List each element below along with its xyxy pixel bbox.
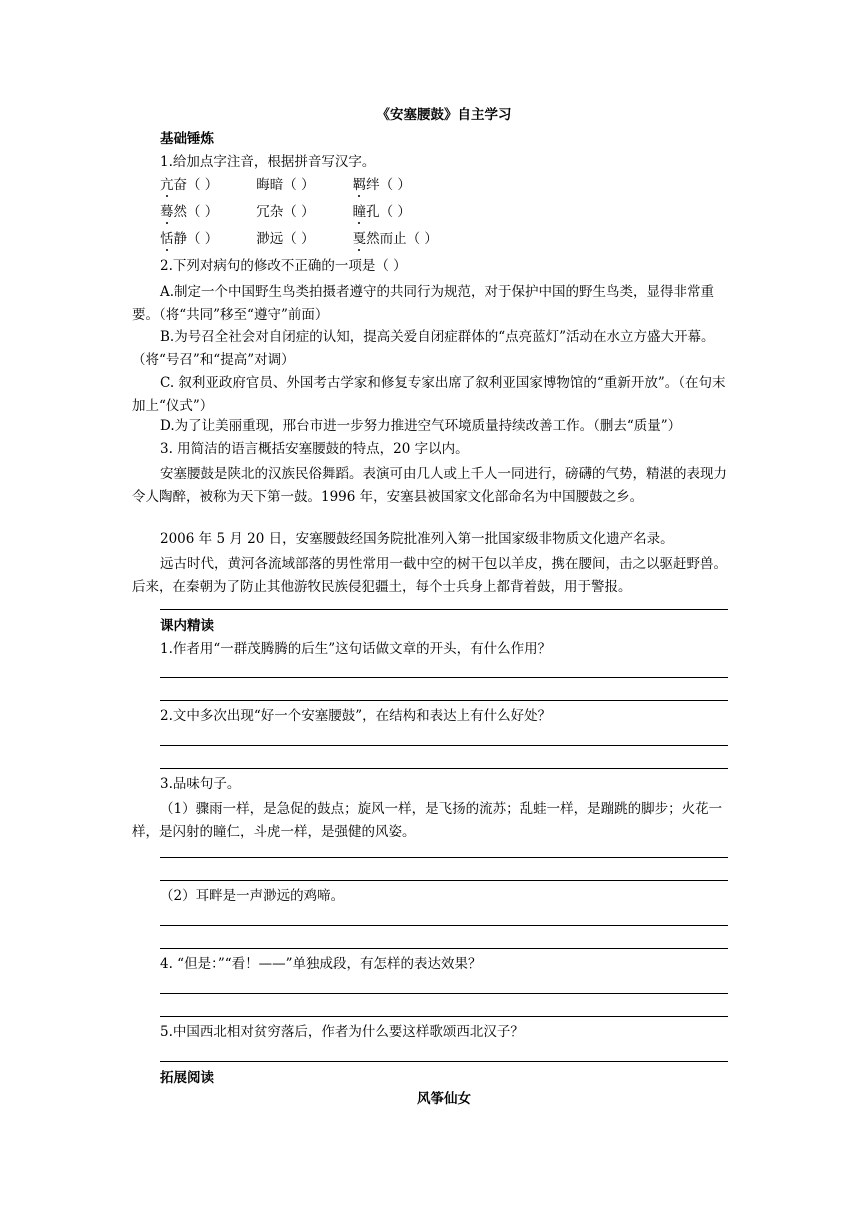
answer-line	[160, 609, 728, 610]
question-2: 2.下列对病句的修改不正确的一项是（ ）	[160, 258, 407, 274]
option-a: A.制定一个中国野生鸟类拍摄者遵守的共同行为规范，对于保护中国的野生鸟类，显得非常重要。（将“共同”移至“遵守”前面）	[132, 284, 715, 323]
question-4: 4. “但是：”“看！——”单独成段，有怎样的表达效果？	[160, 956, 482, 972]
pinyin-item: 渺远（ ）	[256, 231, 315, 247]
section-heading-extended-reading: 拓展阅读	[160, 1070, 214, 1086]
article-title: 风筝仙女	[417, 1091, 471, 1107]
question-3-part-1: （1）骤雨一样，是急促的鼓点；旋风一样，是飞扬的流苏；乱蛙一样，是蹦跳的脚步；火花一样，是闪射的瞳仁，斗虎一样，是强健的风姿。	[132, 801, 723, 840]
answer-line	[160, 1061, 728, 1062]
question-5: 5.中国西北相对贫穷落后，作者为什么要这样歌颂西北汉子？	[160, 1024, 524, 1040]
pinyin-item: 羁绊（ ）	[352, 177, 411, 193]
answer-line	[160, 948, 728, 949]
answer-line	[160, 1016, 728, 1017]
pinyin-item: 戛然而止（ ）	[352, 231, 438, 247]
pinyin-item: 晦暗（ ）	[256, 177, 315, 193]
pinyin-item: 亢奋（ ）	[160, 177, 219, 193]
reading-paragraph: 安塞腰鼓是陕北的汉族民俗舞蹈。表演可由几人或上千人一同进行，磅礴的气势，精湛的表现力令人陶醉，被称为天下第一鼓。1996 年，安塞县被国家文化部命名为中国腰鼓之乡。	[132, 466, 727, 505]
question-3: 3. 用简洁的语言概括安塞腰鼓的特点，20 字以内。	[160, 441, 469, 457]
answer-line	[160, 880, 728, 881]
answer-line	[160, 745, 728, 746]
option-b: B.为号召全社会对自闭症的认知，提高关爱自闭症群体的“点亮蓝灯”活动在水立方盛大开幕。（将“号召”和“提高”对调）	[132, 329, 715, 368]
question-1: 1.作者用“一群茂腾腾的后生”这句话做文章的开头，有什么作用？	[160, 641, 552, 657]
option-c: C. 叙利亚政府官员、外国考古学家和修复专家出席了叙利亚国家博物馆的“重新开放”。（在句末加上“仪式”）	[132, 375, 726, 414]
section-heading-basic: 基础锤炼	[160, 131, 214, 147]
pinyin-row	[160, 176, 411, 194]
answer-line	[160, 768, 728, 769]
section-heading-close-reading: 课内精读	[160, 618, 214, 634]
answer-line	[160, 925, 728, 926]
answer-line	[160, 700, 728, 701]
pinyin-item: 恬静（ ）	[160, 231, 219, 247]
reading-paragraph: 2006 年 5 月 20 日，安塞腰鼓经国务院批准列入第一批国家级非物质文化遗产名录。	[160, 531, 674, 547]
pinyin-item: 蓦然（ ）	[160, 204, 219, 220]
answer-line	[160, 857, 728, 858]
pinyin-row	[160, 203, 411, 221]
pinyin-item: 瞳孔（ ）	[352, 204, 411, 220]
reading-paragraph: 远古时代，黄河各流域部落的男性常用一截中空的树干包以羊皮，携在腰间，击之以驱赶野兽。后来，在秦朝为了防止其他游牧民族侵犯疆土，每个士兵身上都背着鼓，用于警报。	[132, 556, 727, 595]
question-3-part-2: （2）耳畔是一声渺远的鸡啼。	[160, 888, 345, 904]
question-3: 3.品味句子。	[160, 776, 241, 792]
answer-line	[160, 677, 728, 678]
page-title: 《安塞腰鼓》自主学习	[376, 107, 512, 123]
pinyin-row	[160, 230, 438, 248]
question-2: 2.文中多次出现“好一个安塞腰鼓”，在结构和表达上有什么好处？	[160, 708, 552, 724]
question-1: 1.给加点字注音，根据拼音写汉字。	[160, 154, 376, 170]
answer-line	[160, 993, 728, 994]
option-d: D.为了让美丽重现，邢台市进一步努力推进空气环境质量持续改善工作。（删去“质量”）	[160, 418, 682, 434]
pinyin-item: 冗杂（ ）	[256, 204, 315, 220]
